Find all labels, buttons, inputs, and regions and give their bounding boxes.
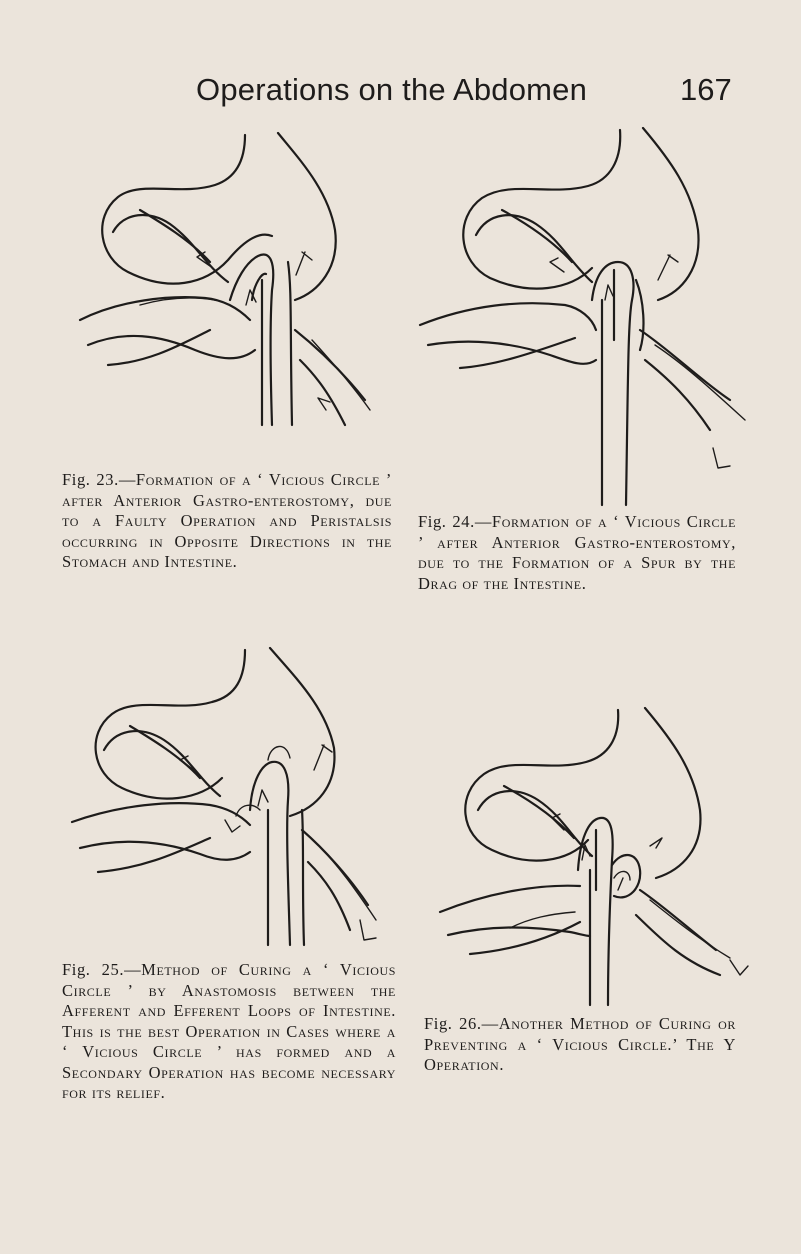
figure-25-text: —Method of Curing a ‘ Vicious Circle ’ by Anastomosis between the Afferent and Efferent Loops of Intestine. This is the best Operation in Cases where a ‘ Vicious Circle ’ has formed and a Secondary Operation has become necessary for its relief.: [62, 960, 396, 1102]
figure-26-label: Fig. 26.: [424, 1014, 482, 1033]
figure-24-illustration: [400, 0, 801, 520]
figure-25-illustration: [0, 640, 400, 960]
page-number: 167: [680, 72, 732, 107]
figure-26-illustration: [400, 700, 801, 1020]
figure-24-caption: [418, 512, 736, 594]
figure-23-label: Fig. 23.: [62, 470, 119, 489]
figure-23-caption: [62, 470, 392, 573]
figure-26-caption: [424, 1014, 736, 1076]
figure-25-label: Fig. 25.: [62, 960, 125, 979]
running-head-title: Operations on the Abdomen: [196, 72, 588, 107]
figure-24-label: Fig. 24.: [418, 512, 475, 531]
figure-25-caption: [62, 960, 396, 1104]
figure-23-illustration: [0, 0, 400, 460]
figure-26-text: —Another Method of Curing or Preventing a ‘ Vicious Circle.’ The Y Operation.: [424, 1014, 736, 1074]
figure-24-text: —Formation of a ‘ Vicious Circle ’ after Anterior Gastro-enterostomy, due to the Formation of a Spur by the Drag of the Intestine.: [418, 512, 737, 593]
figure-23-text: —Formation of a ‘ Vicious Circle ’ after Anterior Gastro-enterostomy, due to a Faulty Operation and Peristalsis occurring in Opposite Directions in the Stomach and Intestine.: [62, 470, 392, 571]
